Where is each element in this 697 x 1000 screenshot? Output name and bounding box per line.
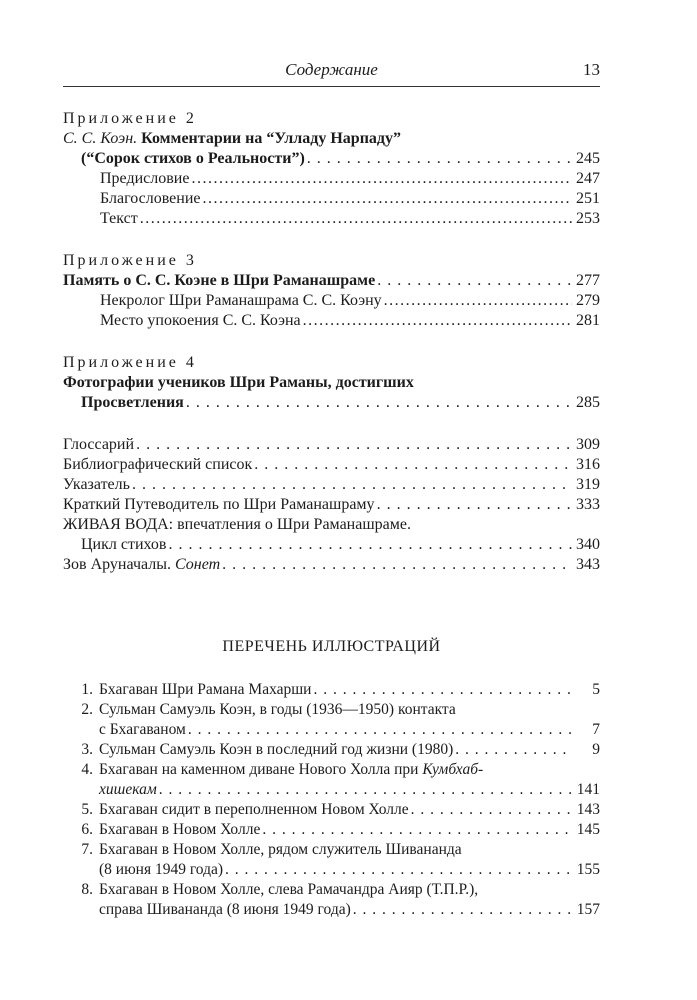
- toc-entry[interactable]: [63, 455, 600, 475]
- item-label: Бхагаван в Новом Холле, слева Рамачандра Аияр (Т.П.Р.),: [99, 881, 479, 898]
- leader-dots: [159, 780, 572, 800]
- leader-dots: [188, 720, 572, 740]
- leader-dots: [254, 455, 572, 475]
- illustration-item-cont[interactable]: [63, 900, 600, 920]
- item-number: 8.: [81, 881, 93, 898]
- illustration-item[interactable]: [63, 800, 600, 820]
- item-number: 6.: [81, 821, 93, 838]
- appendix-3-title: Память о С. С. Коэне в Шри Раманашраме: [63, 272, 376, 289]
- toc-entry[interactable]: [63, 435, 600, 455]
- entry-label: ЖИВАЯ ВОДА: впечатления о Шри Раманашраме.: [63, 516, 411, 533]
- appendix-2-subtitle: (“Сорок стихов о Реальности”): [81, 150, 305, 167]
- toc-entry[interactable]: [63, 291, 600, 311]
- living-water-title: [63, 515, 600, 535]
- item-page: 155: [576, 861, 600, 878]
- leader-dots: [313, 680, 572, 700]
- entry-label: Благословение: [100, 190, 201, 207]
- entry-page: 279: [576, 292, 600, 309]
- item-page: 5: [592, 681, 600, 698]
- item-label: Сульман Самуэль Коэн в последний год жизни (1980): [99, 741, 454, 758]
- entry-label: Краткий Путеводитель по Шри Раманашраму: [63, 496, 375, 513]
- item-label-cont: справа Шивананда (8 июня 1949 года): [99, 901, 351, 918]
- leader-dots: [411, 800, 572, 820]
- item-label: Бхагаван сидит в переполненном Новом Холле: [99, 801, 409, 818]
- illustration-item-cont[interactable]: [63, 860, 600, 880]
- item-page: 141: [576, 781, 600, 798]
- leader-dots: [384, 291, 572, 311]
- entry-label-cont: Цикл стихов: [81, 536, 167, 553]
- illustration-item[interactable]: [63, 740, 600, 760]
- toc-entry[interactable]: [63, 555, 600, 575]
- appendix-4-section: [63, 353, 600, 413]
- entry-page: 245: [576, 150, 600, 167]
- illustrations-list: [63, 680, 600, 920]
- appendix-3-label: Приложение 3: [63, 252, 197, 269]
- header-rule: [63, 86, 600, 87]
- entry-label: Текст: [100, 210, 138, 227]
- leader-dots: [186, 393, 572, 413]
- item-label: Бхагаван Шри Рамана Махарши: [99, 681, 312, 698]
- toc-entry[interactable]: [63, 495, 600, 515]
- item-page: 157: [576, 901, 600, 918]
- entry-label: Место упокоения С. С. Коэна: [100, 312, 301, 329]
- item-number: 5.: [81, 801, 93, 818]
- item-label-cont: с Бхагаваном: [99, 721, 186, 738]
- entry-page: 316: [576, 456, 600, 473]
- entry-page: 285: [576, 394, 600, 411]
- leader-dots: [307, 149, 572, 169]
- leader-dots: [140, 209, 572, 229]
- leader-dots: [203, 189, 573, 209]
- item-label: Бхагаван на каменном диване Нового Холла при: [99, 761, 419, 778]
- illustration-item[interactable]: [63, 880, 600, 900]
- item-label-italic: Кумбхаб-: [422, 761, 484, 778]
- illustration-item[interactable]: [63, 680, 600, 700]
- illustrations-heading: ПЕРЕЧЕНЬ ИЛЛЮСТРАЦИЙ: [222, 638, 441, 655]
- item-page: 9: [592, 741, 600, 758]
- item-label: Сульман Самуэль Коэн, в годы (1936—1950) контакта: [99, 701, 456, 718]
- entry-page: 333: [576, 496, 600, 513]
- entry-label-italic: Сонет: [174, 556, 221, 573]
- entry-page: 319: [576, 476, 600, 493]
- leader-dots: [303, 311, 572, 331]
- leader-dots: [132, 475, 572, 495]
- leader-dots: [222, 555, 572, 575]
- item-number: 7.: [81, 841, 93, 858]
- toc-entry[interactable]: [63, 271, 600, 291]
- leader-dots: [168, 535, 572, 555]
- appendix-2-section: [63, 109, 600, 229]
- illustration-item[interactable]: [63, 820, 600, 840]
- item-label: Бхагаван в Новом Холле: [99, 821, 261, 838]
- running-header-title: Содержание: [285, 60, 378, 79]
- item-number: 4.: [81, 761, 93, 778]
- item-page: 143: [576, 801, 600, 818]
- toc-entry[interactable]: [63, 311, 600, 331]
- entry-label: Глоссарий: [63, 436, 135, 453]
- back-matter: [63, 435, 600, 575]
- page-number: 13: [583, 60, 600, 79]
- entry-page: 309: [576, 436, 600, 453]
- leader-dots: [262, 820, 572, 840]
- entry-page: 277: [576, 272, 600, 289]
- appendix-2-author: С. С. Коэн.: [63, 130, 138, 147]
- illustration-item-cont[interactable]: [63, 780, 600, 800]
- leader-dots: [377, 271, 572, 291]
- toc-entry[interactable]: [63, 393, 600, 413]
- illustration-item[interactable]: [63, 760, 600, 780]
- illustration-item-cont[interactable]: [63, 720, 600, 740]
- appendix-4-label: Приложение 4: [63, 354, 197, 371]
- entry-page: 343: [576, 556, 600, 573]
- entry-page: 340: [576, 536, 600, 553]
- leader-dots: [191, 169, 572, 189]
- entry-page: 281: [576, 312, 600, 329]
- entry-label: Некролог Шри Раманашрама С. С. Коэну: [100, 292, 382, 309]
- toc-entry[interactable]: [63, 169, 600, 189]
- leader-dots: [225, 860, 572, 880]
- running-header: [63, 60, 600, 90]
- item-number: 1.: [81, 681, 93, 698]
- item-number: 2.: [81, 701, 93, 718]
- item-label: Бхагаван в Новом Холле, рядом служитель Шивананда: [99, 841, 462, 858]
- toc-entry[interactable]: [63, 189, 600, 209]
- leader-dots: [136, 435, 572, 455]
- item-page: 7: [592, 721, 600, 738]
- leader-dots: [353, 900, 572, 920]
- entry-label: Указатель: [63, 476, 130, 493]
- leader-dots: [377, 495, 572, 515]
- entry-page: 253: [576, 210, 600, 227]
- toc-entry[interactable]: [63, 535, 600, 555]
- appendix-2-title: Комментарии на “Улладу Нарпаду”: [141, 130, 402, 147]
- item-label-cont: хишекам: [99, 781, 157, 798]
- leader-dots: [455, 740, 572, 760]
- item-label-cont: (8 июня 1949 года): [99, 861, 224, 878]
- appendix-2-label: Приложение 2: [63, 110, 197, 127]
- toc-entry[interactable]: [63, 475, 600, 495]
- entry-page: 247: [576, 170, 600, 187]
- appendix-4-title-cont: Просветления: [81, 394, 184, 411]
- entry-page: 251: [576, 190, 600, 207]
- item-page: 145: [576, 821, 600, 838]
- appendix-4-title-line1: [63, 373, 600, 393]
- entry-label: Зов Аруначалы.: [63, 556, 171, 573]
- entry-label: Библиографический список: [63, 456, 253, 473]
- toc-entry[interactable]: [63, 209, 600, 229]
- illustration-item[interactable]: [63, 700, 600, 720]
- appendix-3-section: [63, 251, 600, 331]
- item-number: 3.: [81, 741, 93, 758]
- entry-label: Предисловие: [100, 170, 190, 187]
- appendix-2-title-line1: [63, 129, 600, 149]
- illustration-item[interactable]: [63, 840, 600, 860]
- appendix-4-title: Фотографии учеников Шри Раманы, достигших: [63, 374, 414, 391]
- toc-entry[interactable]: [63, 149, 600, 169]
